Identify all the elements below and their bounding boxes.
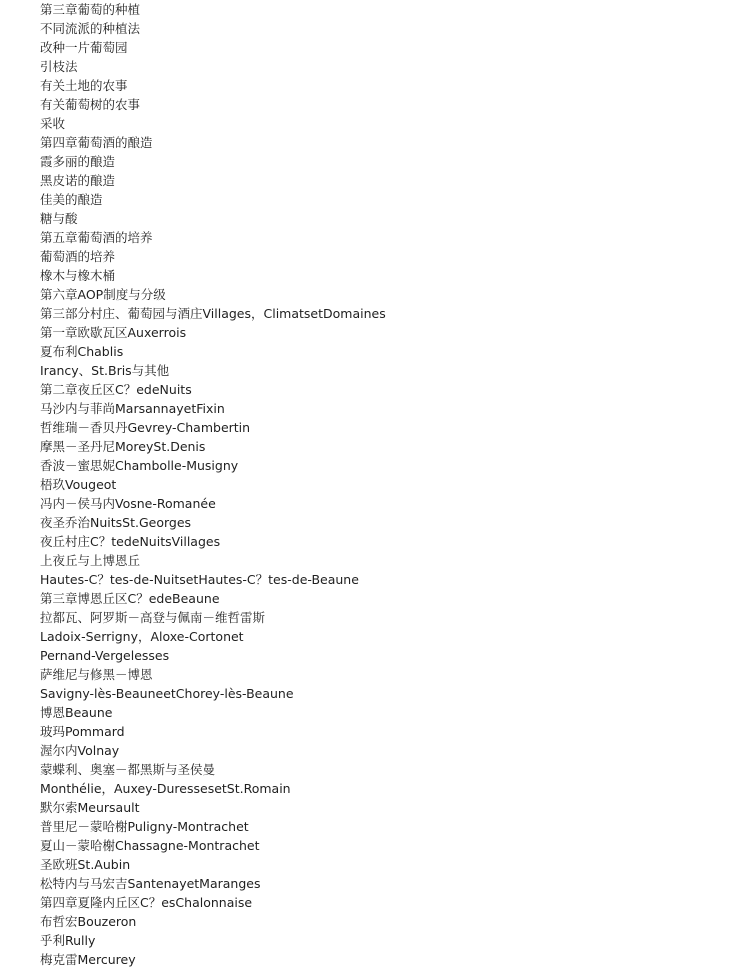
toc-entry[interactable]: 博恩Beaune bbox=[40, 705, 113, 720]
toc-entry[interactable]: 梧玖Vougeot bbox=[40, 477, 117, 492]
toc-entry[interactable]: 摩黑－圣丹尼MoreySt.Denis bbox=[40, 439, 206, 454]
toc-entry[interactable]: 马沙内与菲尚MarsannayetFixin bbox=[40, 401, 225, 416]
toc-entry[interactable]: 圣欧班St.Aubin bbox=[40, 857, 131, 872]
toc-entry[interactable]: 夜圣乔治NuitsSt.Georges bbox=[40, 515, 192, 530]
toc-entry[interactable]: 渥尔内Volnay bbox=[40, 743, 120, 758]
toc-entry[interactable]: 上夜丘与上博恩丘 bbox=[40, 553, 141, 568]
toc-entry[interactable]: 冯内－侯马内Vosne-Romanée bbox=[40, 496, 216, 511]
toc-entry[interactable]: Monthélie，Auxey-DuressesetSt.Romain bbox=[40, 781, 291, 796]
toc-entry[interactable]: 第三章葡萄的种植 bbox=[40, 2, 141, 17]
toc-entry[interactable]: 玻玛Pommard bbox=[40, 724, 125, 739]
toc-entry[interactable]: Ladoix-Serrigny，Aloxe-Cortonet bbox=[40, 629, 244, 644]
toc-entry[interactable]: 有关土地的农事 bbox=[40, 78, 128, 93]
toc-entry[interactable]: Irancy、St.Bris与其他 bbox=[40, 363, 170, 378]
toc-entry[interactable]: 普里尼－蒙哈榭Puligny-Montrachet bbox=[40, 819, 249, 834]
toc-entry[interactable]: 霞多丽的酿造 bbox=[40, 154, 116, 169]
toc-entry[interactable]: 第三部分村庄、葡萄园与酒庄Villages，ClimatsetDomaines bbox=[40, 306, 386, 321]
toc-entry[interactable]: 蒙蝶利、奥塞－都黑斯与圣侯曼 bbox=[40, 762, 216, 777]
toc-entry[interactable]: 夏山－蒙哈榭Chassagne-Montrachet bbox=[40, 838, 260, 853]
toc-entry[interactable]: 第五章葡萄酒的培养 bbox=[40, 230, 153, 245]
toc-entry[interactable]: 不同流派的种植法 bbox=[40, 21, 141, 36]
toc-entry[interactable]: 乎利Rully bbox=[40, 933, 96, 948]
toc-entry[interactable]: Savigny-lès-BeauneetChorey-lès-Beaune bbox=[40, 686, 294, 701]
toc-entry[interactable]: 布哲宏Bouzeron bbox=[40, 914, 137, 929]
toc-entry[interactable]: 默尔索Meursault bbox=[40, 800, 140, 815]
toc-entry[interactable]: 黑皮诺的酿造 bbox=[40, 173, 116, 188]
toc-entry[interactable]: 第四章夏隆内丘区C？esChalonnaise bbox=[40, 895, 253, 910]
toc-entry[interactable]: 改种一片葡萄园 bbox=[40, 40, 128, 55]
toc-entry[interactable]: 拉都瓦、阿罗斯－高登与佩南－维哲雷斯 bbox=[40, 610, 266, 625]
toc-entry[interactable]: 糖与酸 bbox=[40, 211, 78, 226]
toc-entry[interactable]: 葡萄酒的培养 bbox=[40, 249, 116, 264]
toc-entry[interactable]: 橡木与橡木桶 bbox=[40, 268, 116, 283]
table-of-contents bbox=[40, 0, 740, 969]
toc-entry[interactable]: Hautes-C？tes-de-NuitsetHautes-C？tes-de-Beaune bbox=[40, 572, 359, 587]
toc-entry[interactable]: 哲维瑞－香贝丹Gevrey-Chambertin bbox=[40, 420, 251, 435]
toc-entry[interactable]: 香波－蜜思妮Chambolle-Musigny bbox=[40, 458, 239, 473]
toc-entry[interactable]: 松特内与马宏吉SantenayetMaranges bbox=[40, 876, 261, 891]
toc-entry[interactable]: 第六章AOP制度与分级 bbox=[40, 287, 166, 302]
toc-entry[interactable]: 有关葡萄树的农事 bbox=[40, 97, 141, 112]
toc-entry[interactable]: 夏布利Chablis bbox=[40, 344, 124, 359]
toc-entry[interactable]: 第二章夜丘区C？edeNuits bbox=[40, 382, 192, 397]
toc-entry[interactable]: 采收 bbox=[40, 116, 66, 131]
toc-entry[interactable]: 第一章欧歇瓦区Auxerrois bbox=[40, 325, 187, 340]
toc-entry[interactable]: 第三章博恩丘区C？edeBeaune bbox=[40, 591, 220, 606]
toc-entry[interactable]: 夜丘村庄C？tedeNuitsVillages bbox=[40, 534, 221, 549]
toc-entry[interactable]: 梅克雷Mercurey bbox=[40, 952, 136, 967]
toc-entry[interactable]: 佳美的酿造 bbox=[40, 192, 103, 207]
toc-entry[interactable]: Pernand-Vergelesses bbox=[40, 648, 170, 663]
toc-entry[interactable]: 引枝法 bbox=[40, 59, 78, 74]
toc-entry[interactable]: 第四章葡萄酒的酿造 bbox=[40, 135, 153, 150]
toc-entry[interactable]: 萨维尼与修黑－博恩 bbox=[40, 667, 153, 682]
